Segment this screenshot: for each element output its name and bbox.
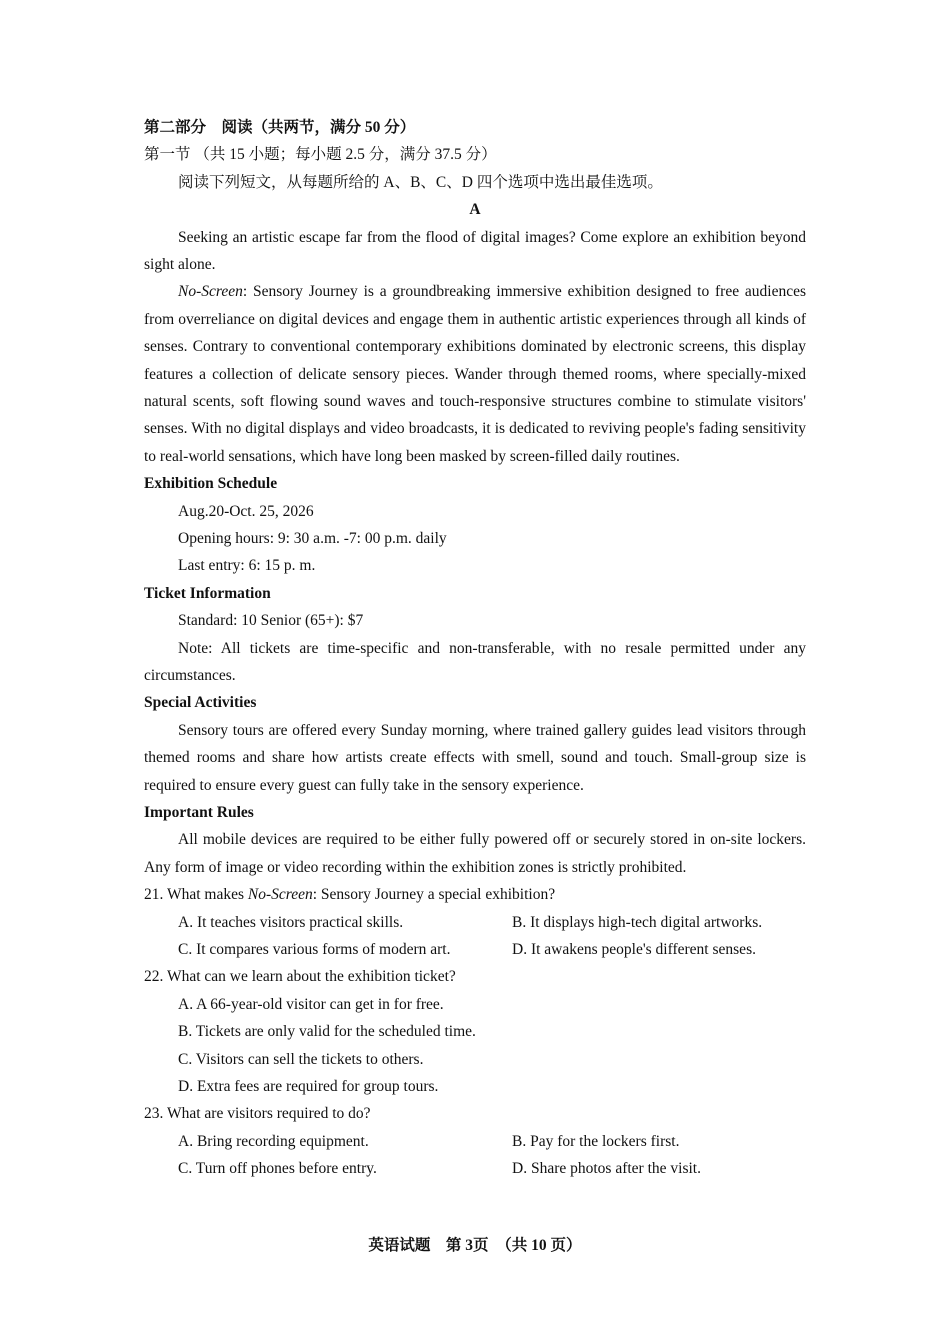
question-22-stem: 22. What can we learn about the exhibition ticket?: [144, 968, 456, 986]
question-23-option-c: C. Turn off phones before entry.: [178, 1160, 377, 1178]
question-21-options-row-1: [144, 909, 806, 936]
rules-heading: Important Rules: [144, 803, 254, 821]
question-21-stem: [144, 881, 806, 908]
question-21-options-row-2: [144, 936, 806, 963]
question-21-option-a: A. It teaches visitors practical skills.: [178, 913, 404, 931]
schedule-dates: Aug.20-Oct. 25, 2026: [178, 502, 314, 520]
passage-label: A: [469, 201, 481, 219]
schedule-heading: Exhibition Schedule: [144, 475, 278, 493]
question-21-italic: No-Screen: [247, 886, 313, 904]
part-title: 第二部分 阅读（共两节，满分 50 分）: [144, 119, 416, 136]
instruction: 阅读下列短文，从每题所给的 A、B、C、D 四个选项中选出最佳选项。: [178, 173, 663, 191]
ticket-heading: Ticket Information: [144, 584, 271, 602]
question-22-option-d: D. Extra fees are required for group tours.: [178, 1077, 439, 1095]
question-23-options-row-2: [144, 1155, 806, 1182]
question-21-prefix: 21. What makes: [144, 886, 248, 904]
activities-heading: Special Activities: [144, 694, 257, 712]
passage-intro: Seeking an artistic escape far from the flood of digital images? Come explore an exhibition beyond sight alone.: [144, 228, 806, 273]
passage-body: [144, 278, 806, 470]
question-23-option-a: A. Bring recording equipment.: [178, 1132, 369, 1150]
question-23-options-row-1: [144, 1128, 806, 1155]
question-21-option-d: D. It awakens people's different senses.: [512, 940, 756, 958]
section-title: 第一节 （共 15 小题；每小题 2.5 分，满分 37.5 分）: [144, 146, 497, 164]
question-22-option-c: C. Visitors can sell the tickets to others.: [178, 1050, 424, 1068]
question-23-option-b: B. Pay for the lockers first.: [512, 1132, 680, 1150]
question-23-stem: 23. What are visitors required to do?: [144, 1105, 371, 1123]
exam-page: [144, 114, 806, 1182]
question-23-option-d: D. Share photos after the visit.: [512, 1160, 701, 1178]
rules-text: All mobile devices are required to be either fully powered off or securely stored in on-site lockers. Any form of image or video recording within the exhibition zones is strictly prohibited.: [144, 831, 806, 876]
passage-body-text: : Sensory Journey is a groundbreaking immersive exhibition designed to free audiences from overreliance on digital devices and engage them in authentic artistic experiences through all kinds of senses. Contrary to conventional contemporary exhibitions dominated by electronic screens, this display features a collection of delicate sensory pieces. Wander through themed rooms, where specially-mixed natural scents, soft flowing sound waves and touch-responsive structures combine to stimulate visitors' senses. With no digital displays and video broadcasts, it is dedicated to reviving people's fading sensitivity to real-world sensations, which have long been masked by screen-filled daily routines.: [144, 283, 806, 465]
schedule-hours: Opening hours: 9: 30 a.m. -7: 00 p.m. daily: [178, 530, 447, 547]
exhibition-name: No-Screen: [178, 283, 243, 301]
ticket-note: Note: All tickets are time-specific and non-transferable, with no resale permitted under any circumstances.: [144, 639, 806, 684]
question-21-suffix: : Sensory Journey a special exhibition?: [312, 886, 556, 904]
ticket-prices: Standard: 10 Senior (65+): $7: [178, 612, 364, 630]
question-21-option-c: C. It compares various forms of modern art.: [178, 940, 451, 958]
question-22-option-a: A. A 66-year-old visitor can get in for free.: [178, 995, 444, 1013]
question-22-option-b: B. Tickets are only valid for the scheduled time.: [178, 1023, 476, 1041]
activities-text: Sensory tours are offered every Sunday morning, where trained gallery guides lead visitors through themed rooms and share how artists create effects with smell, sound and touch. Small-group size is required to ensure every guest can fully take in the sensory experience.: [144, 721, 806, 794]
question-21-option-b: B. It displays high-tech digital artworks.: [512, 913, 763, 931]
page-footer: 英语试题 第 3页 （共 10 页）: [368, 1237, 582, 1254]
schedule-last-entry: Last entry: 6: 15 p. m.: [178, 557, 316, 575]
